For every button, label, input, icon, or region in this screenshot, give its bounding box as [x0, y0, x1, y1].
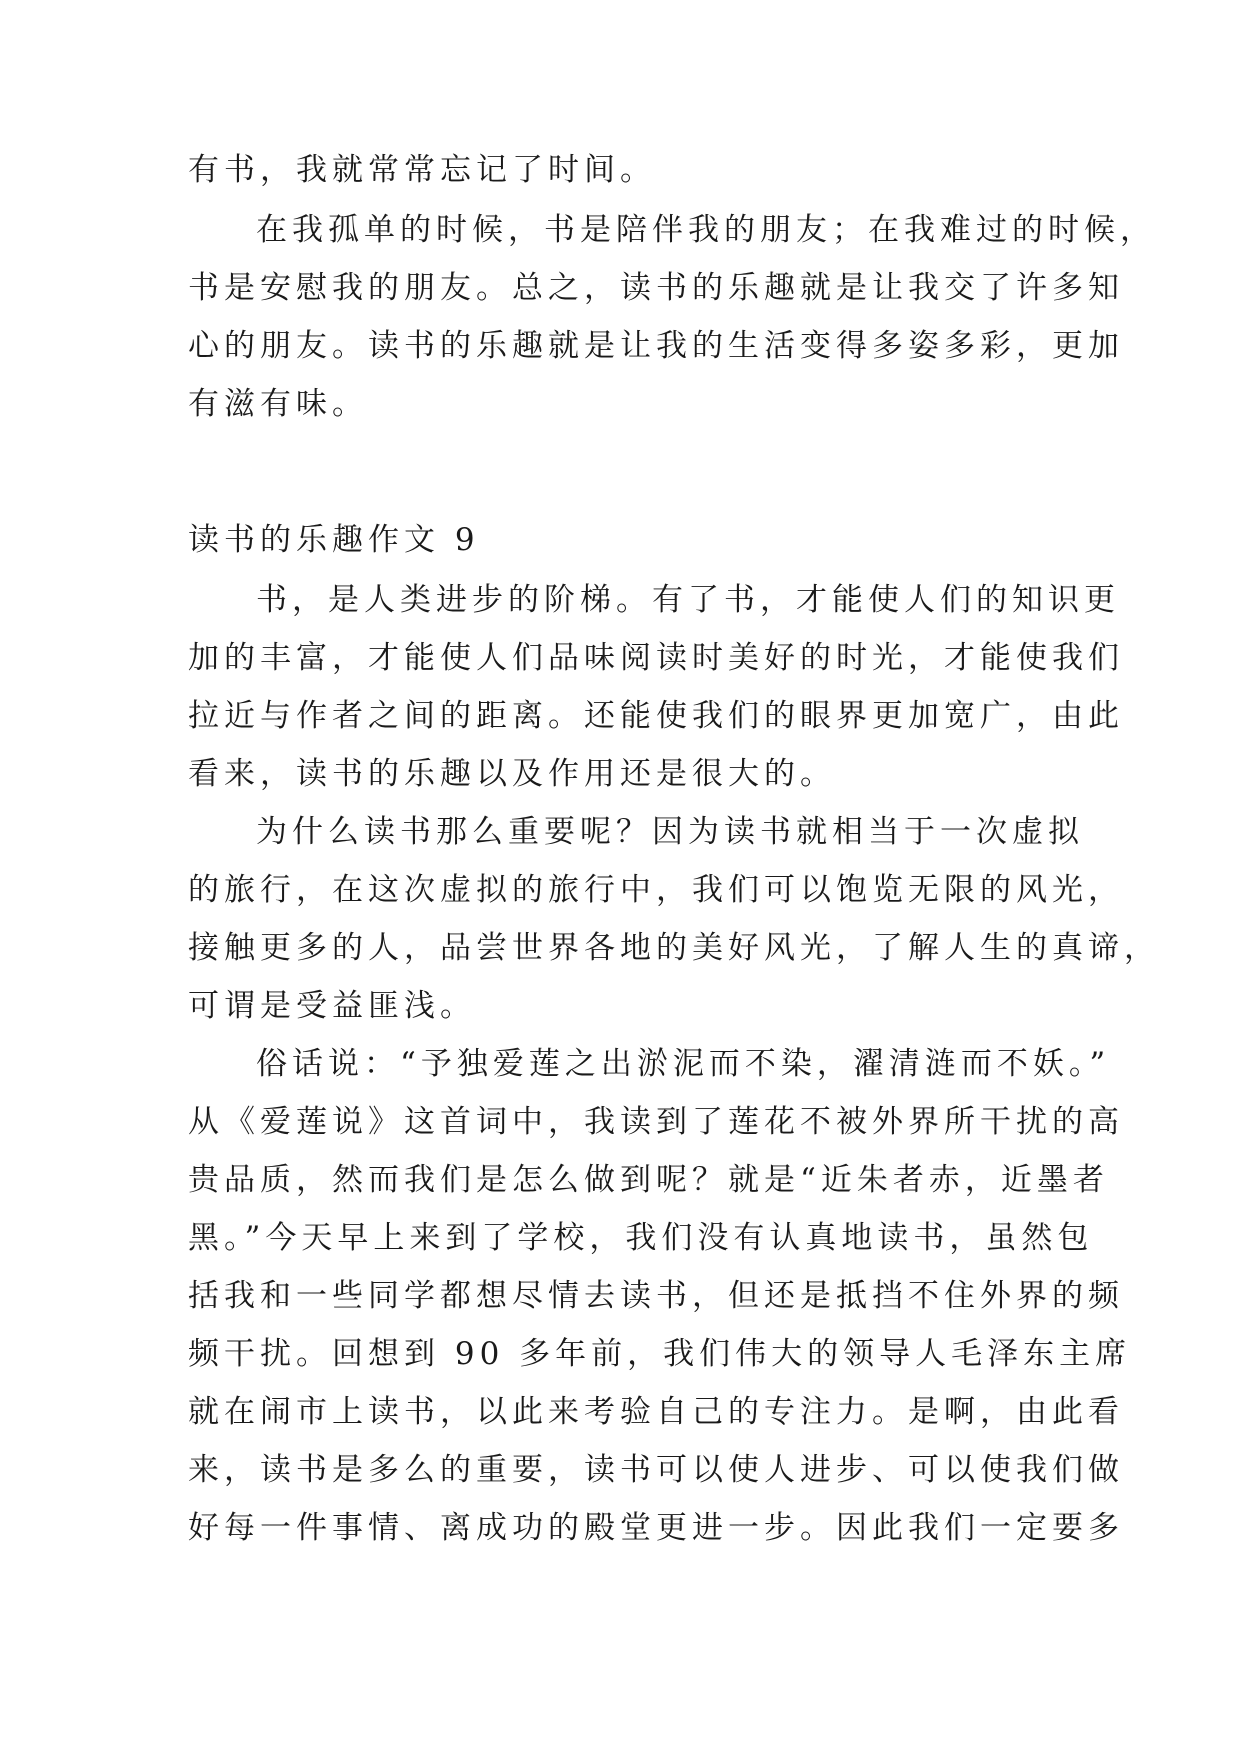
section-heading: 读书的乐趣作文 9	[188, 522, 480, 558]
text-line: 接触更多的人，品尝世界各地的美好风光，了解人生的真谛，	[188, 930, 1160, 966]
paragraph-first-line: 俗话说：“予独爱莲之出淤泥而不染，濯清涟而不妖。”	[256, 1046, 1111, 1082]
text-line: 看来，读书的乐趣以及作用还是很大的。	[188, 756, 836, 792]
text-line: 有滋有味。	[188, 386, 368, 422]
text-line: 从《爱莲说》这首词中，我读到了莲花不被外界所干扰的高	[188, 1104, 1124, 1140]
paragraph-first-line: 为什么读书那么重要呢？因为读书就相当于一次虚拟	[256, 814, 1084, 850]
text-line: 加的丰富，才能使人们品味阅读时美好的时光，才能使我们	[188, 640, 1124, 676]
text-line: 贵品质，然而我们是怎么做到呢？就是“近朱者赤，近墨者	[188, 1162, 1109, 1198]
text-line: 拉近与作者之间的距离。还能使我们的眼界更加宽广，由此	[188, 698, 1124, 734]
text-line: 括我和一些同学都想尽情去读书，但还是抵挡不住外界的频	[188, 1278, 1124, 1314]
text-line: 的旅行，在这次虚拟的旅行中，我们可以饱览无限的风光，	[188, 872, 1124, 908]
text-line: 来，读书是多么的重要，读书可以使人进步、可以使我们做	[188, 1452, 1124, 1488]
text-line: 好每一件事情、离成功的殿堂更进一步。因此我们一定要多	[188, 1510, 1124, 1546]
paragraph-first-line: 在我孤单的时候，书是陪伴我的朋友；在我难过的时候，	[256, 212, 1156, 248]
text-line: 频干扰。回想到 90 多年前，我们伟大的领导人毛泽东主席	[188, 1336, 1132, 1372]
text-line: 心的朋友。读书的乐趣就是让我的生活变得多姿多彩，更加	[188, 328, 1124, 364]
text-line: 就在闹市上读书，以此来考验自己的专注力。是啊，由此看	[188, 1394, 1124, 1430]
paragraph-first-line: 书，是人类进步的阶梯。有了书，才能使人们的知识更	[256, 582, 1120, 618]
text-line: 书是安慰我的朋友。总之，读书的乐趣就是让我交了许多知	[188, 270, 1124, 306]
text-line: 有书，我就常常忘记了时间。	[188, 152, 656, 188]
text-line: 可谓是受益匪浅。	[188, 988, 476, 1024]
text-line: 黑。”今天早上来到了学校，我们没有认真地读书，虽然包	[188, 1220, 1094, 1256]
